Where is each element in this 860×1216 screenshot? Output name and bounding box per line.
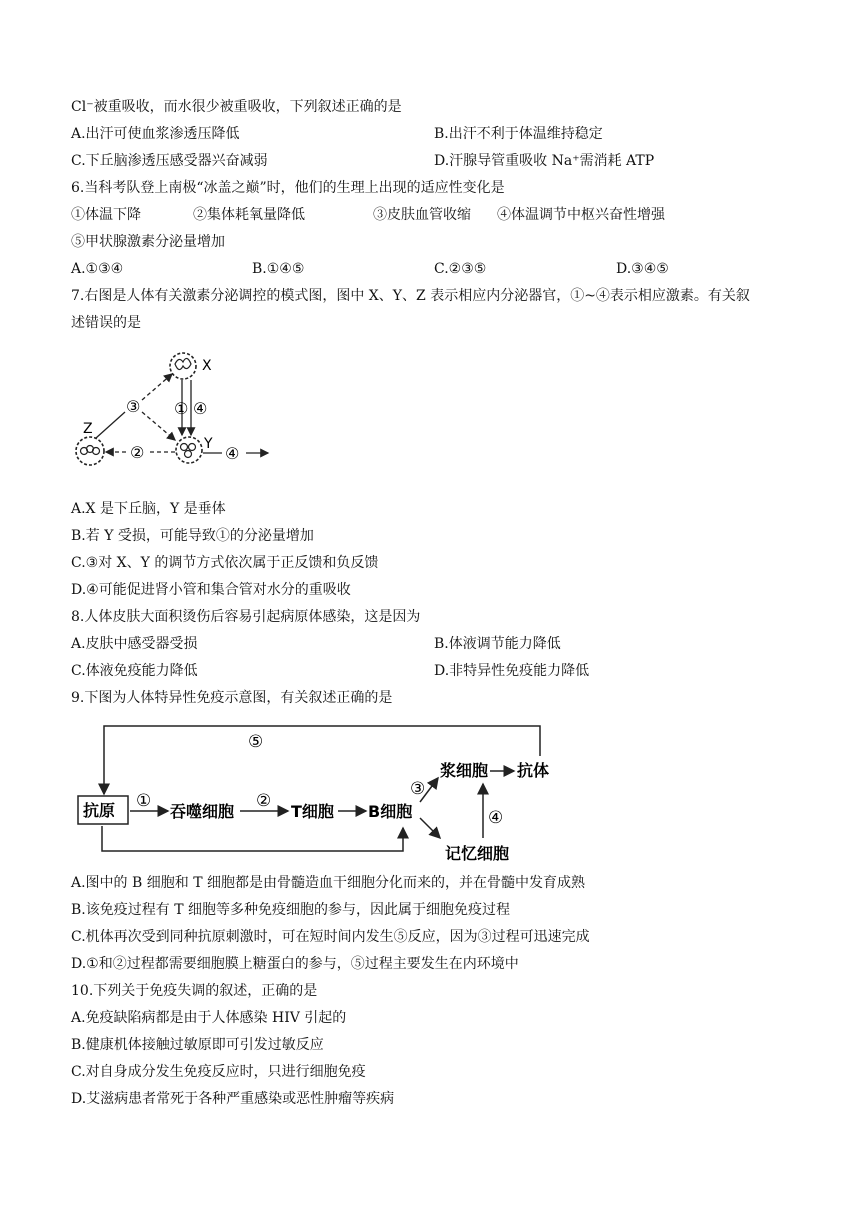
q6-item-2: ②集体耗氧量降低 (193, 207, 305, 223)
node-bcell: B细胞 (368, 802, 413, 821)
q10-option-c: C.对自身成分发生免疫反应时，只进行细胞免疫 (71, 1064, 366, 1080)
q5-option-c: C.下丘脑渗透压感受器兴奋减弱 (71, 153, 268, 169)
q6-stem: 6.当科考队登上南极“冰盖之巅”时，他们的生理上出现的适应性变化是 (71, 180, 505, 196)
q10-stem: 10.下列关于免疫失调的叙述，正确的是 (71, 983, 318, 999)
gland-x-cells (175, 358, 191, 369)
node-antibody: 抗体 (517, 761, 550, 780)
q9-option-d: D.①和②过程都需要细胞膜上糖蛋白的参与，⑤过程主要发生在内环境中 (71, 956, 519, 972)
q6-item-1: ①体温下降 (71, 207, 141, 223)
q9-stem: 9.下图为人体特异性免疫示意图，有关叙述正确的是 (71, 690, 393, 706)
q6-option-b: B.①④⑤ (252, 261, 305, 277)
q6-option-c: C.②③⑤ (434, 261, 487, 277)
q8-option-d: D.非特异性免疫能力降低 (434, 663, 590, 679)
arrow-3-y (142, 412, 175, 440)
q5-option-a: A.出汗可使血浆渗透压降低 (71, 126, 240, 142)
q7-option-b: B.若 Y 受损，可能导致①的分泌量增加 (71, 528, 314, 544)
q10-option-a: A.免疫缺陷病都是由于人体感染 HIV 引起的 (71, 1010, 347, 1026)
arrow-3-x (142, 374, 172, 400)
label-3: ③ (410, 779, 426, 799)
node-memory: 记忆细胞 (445, 844, 510, 863)
q7-option-c: C.③对 X、Y 的调节方式依次属于正反馈和负反馈 (71, 555, 379, 571)
q10-option-d: D.艾滋病患者常死于各种严重感染或恶性肿瘤等疾病 (71, 1091, 395, 1107)
node-antigen: 抗原 (83, 801, 116, 820)
q6-option-a: A.①③④ (71, 261, 124, 277)
q5-option-b: B.出汗不利于体温维持稳定 (434, 126, 603, 142)
q7-option-a: A.X 是下丘脑，Y 是垂体 (71, 501, 226, 517)
arrow-loop-5 (104, 726, 540, 794)
q7-stem-line1: 7.右图是人体有关激素分泌调控的模式图，图中 X、Y、Z 表示相应内分泌器官，①~④表示相应激素。有关叙 (71, 288, 750, 304)
q6-item-5: ⑤甲状腺激素分泌量增加 (71, 234, 225, 250)
q7-stem-line2: 述错误的是 (71, 315, 141, 331)
arrow-antigen-bcell (102, 826, 403, 851)
gland-y-outline (176, 437, 202, 463)
node-tcell: T细胞 (291, 802, 334, 821)
q8-option-a: A.皮肤中感受器受损 (71, 636, 198, 652)
arrow-z-3 (96, 412, 125, 438)
label-1: ① (174, 399, 189, 418)
q6-item-3: ③皮肤血管收缩 (373, 207, 471, 223)
label-z: Z (83, 421, 93, 437)
label-5: ⑤ (248, 732, 264, 752)
label-2: ② (130, 443, 145, 462)
arrow-b-memory (420, 818, 440, 838)
label-1: ① (136, 791, 152, 811)
q5-option-d: D.汗腺导管重吸收 Na⁺需消耗 ATP (434, 153, 655, 169)
q8-stem: 8.人体皮肤大面积烫伤后容易引起病原体感染，这是因为 (71, 609, 421, 625)
label-4: ④ (488, 808, 504, 828)
label-4-vertical: ④ (193, 399, 208, 418)
q8-option-c: C.体液免疫能力降低 (71, 663, 198, 679)
q9-option-c: C.机体再次受到同种抗原刺激时，可在短时间内发生⑤反应，因为③过程可迅速完成 (71, 929, 590, 945)
specific-immunity-diagram (70, 716, 570, 866)
q6-item-4: ④体温调节中枢兴奋性增强 (497, 207, 665, 223)
label-y: Y (204, 436, 213, 452)
q9-option-b: B.该免疫过程有 T 细胞等多种免疫细胞的参与，因此属于细胞免疫过程 (71, 902, 510, 918)
q8-option-b: B.体液调节能力降低 (434, 636, 561, 652)
hormone-regulation-diagram (70, 346, 275, 472)
q10-option-b: B.健康机体接触过敏原即可引发过敏反应 (71, 1037, 324, 1053)
label-2: ② (256, 791, 272, 811)
node-plasma: 浆细胞 (440, 761, 489, 780)
label-x: X (202, 358, 212, 374)
label-3: ③ (126, 397, 141, 416)
q9-option-a: A.图中的 B 细胞和 T 细胞都是由骨髓造血干细胞分化而来的，并在骨髓中发育成熟 (71, 875, 585, 891)
q5-stem-tail: Cl⁻被重吸收，而水很少被重吸收，下列叙述正确的是 (71, 99, 402, 115)
q7-option-d: D.④可能促进肾小管和集合管对水分的重吸收 (71, 582, 351, 598)
node-phagocyte: 吞噬细胞 (170, 802, 235, 821)
q6-option-d: D.③④⑤ (616, 261, 669, 277)
label-4-horizontal: ④ (225, 444, 240, 463)
